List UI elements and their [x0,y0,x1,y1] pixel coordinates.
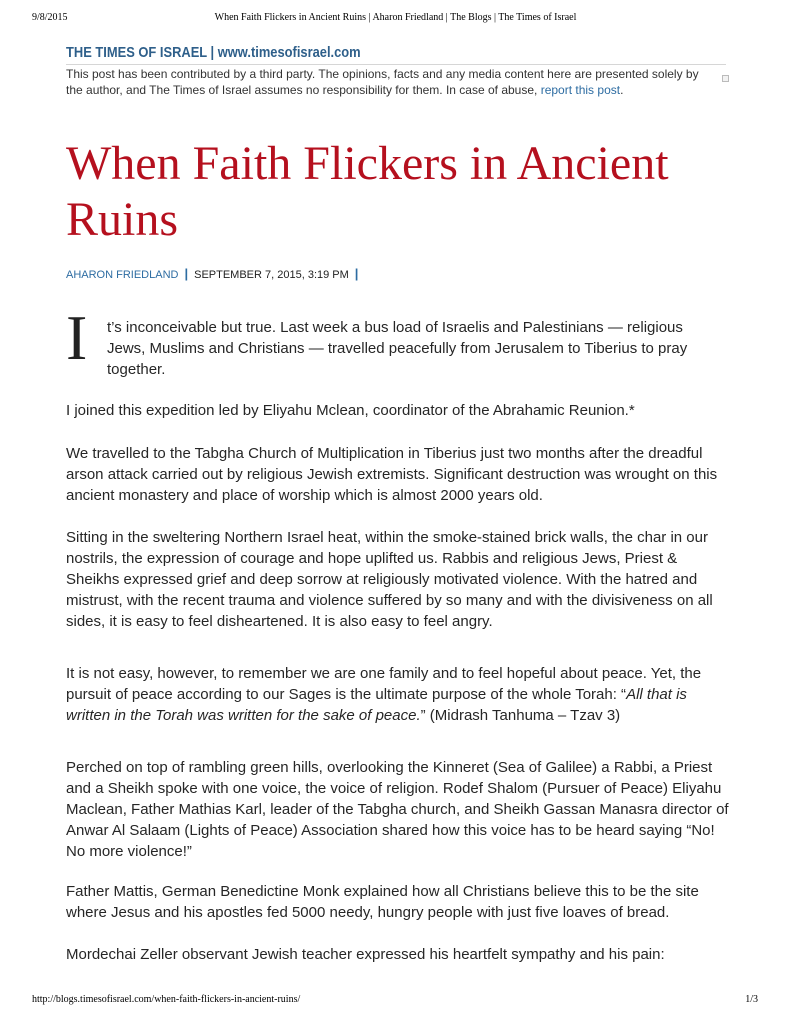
paragraph-3: We travelled to the Tabgha Church of Multiplication in Tiberius just two months after the dreadful arson attack carried out by religious Jewish extremists. Significant destruction was wrought on this ancient monastery and place of worship which is almost 2000 years old. [66,445,718,504]
byline-separator: | [184,266,189,281]
drop-cap: I [66,302,88,373]
paragraph-5 [66,663,734,726]
article-title: When Faith Flickers in Ancient Ruins [66,137,669,246]
disclaimer [66,66,716,98]
paragraph-5-citation: ” (Midrash Tanhuma – Tzav 3) [420,707,621,724]
paragraph-7: Father Mattis, German Benedictine Monk explained how all Christians believe this to be the site where Jesus and his apostles fed 5000 needy, hungry people with just five loaves of bread. [66,883,699,921]
byline-separator-end: | [354,266,359,281]
masthead [66,44,726,65]
print-footer [0,994,791,1008]
paragraph-2: I joined this expedition led by Eliyahu Mclean, coordinator of the Abrahamic Reunion.* [66,402,635,419]
site-logo[interactable]: THE TIMES OF ISRAEL | www.timesofisrael.com [66,44,361,61]
paragraph-6: Perched on top of rambling green hills, overlooking the Kinneret (Sea of Galilee) a Rabbi, a Priest and a Sheikh spoke with one voice, the voice of religion. Rodef Shalom (Pursuer of Peace) Eliyahu Maclean, Father Mathias Karl, leader of the Tabgha church, and Sheikh Gassan Manasra director of Anwar Al Salaam (Lights of Peace) Association shared how this voice has to be heard saying “No! No more violence!” [66,759,729,860]
print-header [0,12,791,28]
report-post-link[interactable]: report this post [540,83,621,97]
disclaimer-end: . [620,83,624,97]
print-date: 9/8/2015 [32,12,68,23]
paragraph-8: Mordechai Zeller observant Jewish teacher expressed his heartfelt sympathy and his pain: [66,946,665,963]
external-link-icon [722,75,729,82]
paragraph-1: t’s inconceivable but true. Last week a bus load of Israelis and Palestinians — religious Jews, Muslims and Christians — travelled peacefully from Jerusalem to Tiberius to pray together. [107,319,688,378]
disclaimer-text: This post has been contributed by a third party. The opinions, facts and any media content here are presented solely by the author, and The Times of Israel assumes no responsibility for them. In case of abuse, [66,67,699,97]
print-page-title: When Faith Flickers in Ancient Ruins | Aharon Friedland | The Blogs | The Times of Israel [214,12,577,23]
author-link[interactable]: AHARON FRIEDLAND [66,269,179,281]
page-number: 1/3 [745,994,758,1005]
paragraph-5-text: It is not easy, however, to remember we are one family and to feel hopeful about peace. Yet, the pursuit of peace according to our Sages is the ultimate purpose of the whole Torah: “ [66,665,702,703]
paragraph-4: Sitting in the sweltering Northern Israel heat, within the smoke-stained brick walls, the char in our nostrils, the expression of courage and hope uplifted us. Rabbis and religious Jews, Priest & Sheikhs expressed grief and deep sorrow at religiously motivated violence. With the hatred and mistrust, with the recent trauma and violence suffered by so many and with the divisiveness on all sides, it is easy to feel disheartened. It is also easy to feel angry. [66,529,713,630]
publish-date: SEPTEMBER 7, 2015, 3:19 PM [194,269,349,281]
print-url: http://blogs.timesofisrael.com/when-faith-flickers-in-ancient-ruins/ [32,994,301,1005]
torah-quote: All that is written in the Torah was written for the sake of peace. [66,686,687,724]
byline [66,266,364,281]
